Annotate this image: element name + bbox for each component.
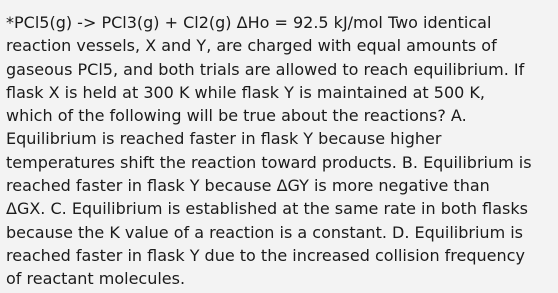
- question-line: which of the following will be true about the reactions? A.: [6, 106, 467, 126]
- question-line: gaseous PCl5, and both trials are allowed to reach equilibrium. If: [6, 59, 525, 79]
- question-line: Equilibrium is reached faster in flask Y because higher: [6, 129, 442, 149]
- question-line: reaction vessels, X and Y, are charged with equal amounts of: [6, 36, 497, 56]
- question-line: of reactant molecules.: [6, 269, 186, 289]
- question-line: ΔGX. C. Equilibrium is established at the same rate in both flasks: [6, 199, 528, 219]
- question-line: because the K value of a reaction is a constant. D. Equilibrium is: [6, 222, 524, 242]
- question-line: *PCl5(g) -> PCl3(g) + Cl2(g) ΔHo = 92.5 kJ/mol Two identical: [6, 13, 492, 32]
- question-line: reached faster in flask Y due to the increased collision frequency: [6, 245, 525, 265]
- question-line: flask X is held at 300 K while flask Y is maintained at 500 K,: [6, 82, 485, 102]
- question-line: reached faster in flask Y because ΔGY is more negative than: [6, 176, 490, 196]
- question-line: temperatures shift the reaction toward products. B. Equilibrium is: [6, 152, 532, 172]
- question-text: [6, 11, 556, 291]
